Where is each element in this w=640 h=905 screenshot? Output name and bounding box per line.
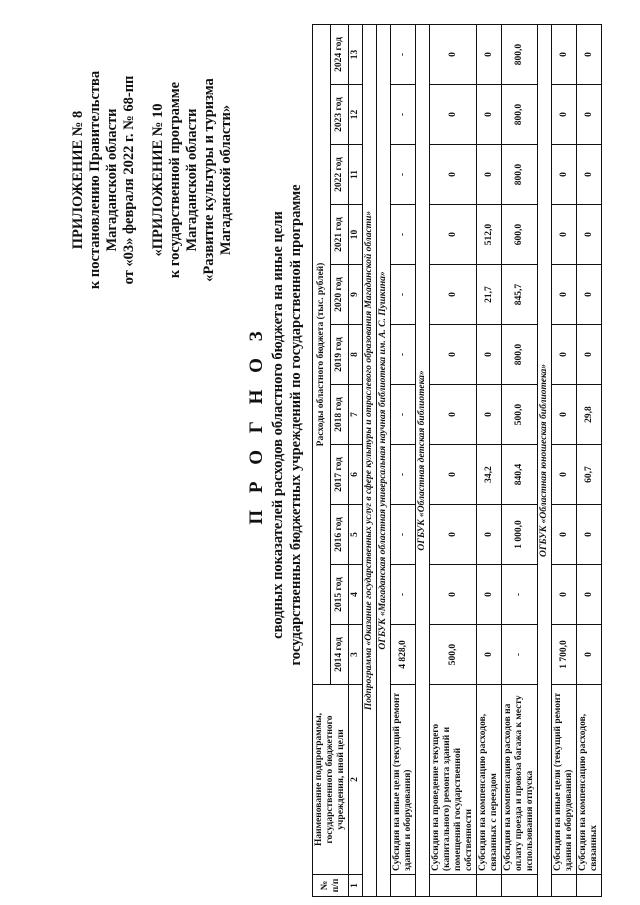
appendix-line: к постановлению Правительства <box>87 70 103 290</box>
value-cell: 21,7 <box>477 265 502 325</box>
appendix-header <box>70 45 235 315</box>
year-header: 2016 год <box>331 505 349 565</box>
value-cell: 0 <box>477 85 502 145</box>
value-cell: 0 <box>552 385 577 445</box>
value-cell: 0 <box>477 565 502 625</box>
value-cell: - <box>391 24 416 84</box>
column-number: 12 <box>349 85 363 145</box>
value-cell: 1 700,0 <box>552 625 577 685</box>
title-line: государственных бюджетных учреждений по государственной программе <box>288 184 304 666</box>
value-cell: - <box>502 565 538 625</box>
value-cell: 0 <box>430 24 477 84</box>
value-cell: 0 <box>430 85 477 145</box>
row-name-cell: Субсидия на иные цели (текущий ремонт здания и оборудования) <box>552 685 577 875</box>
value-cell: 0 <box>577 505 602 565</box>
org-row <box>377 24 391 896</box>
header-row <box>313 24 331 896</box>
col-no-header: № п/п <box>313 875 349 897</box>
value-cell: 0 <box>552 265 577 325</box>
value-cell: - <box>391 205 416 265</box>
appendix-line: Магаданской области» <box>218 104 234 256</box>
value-cell: 0 <box>477 24 502 84</box>
table-row <box>477 24 502 896</box>
year-header: 2022 год <box>331 145 349 205</box>
document-title <box>245 145 305 705</box>
value-cell: 845,7 <box>502 265 538 325</box>
value-cell: - <box>391 325 416 385</box>
row-number-cell <box>391 875 416 897</box>
year-header: 2020 год <box>331 265 349 325</box>
row-number-cell <box>430 875 477 897</box>
value-cell: 512,0 <box>477 205 502 265</box>
value-cell: 0 <box>477 325 502 385</box>
value-cell: 0 <box>430 145 477 205</box>
value-cell: 0 <box>477 145 502 205</box>
row-name-cell: Субсидия на компенсацию расходов на оплату проезда и провоза багажа к месту использования отпуска <box>502 685 538 875</box>
subprogram-row <box>363 24 377 896</box>
value-cell: 500,0 <box>430 625 477 685</box>
col-group-header: Расходы областного бюджета (тыс. рублей) <box>313 24 331 684</box>
value-cell: 0 <box>552 205 577 265</box>
column-number: 4 <box>349 565 363 625</box>
value-cell: 0 <box>552 85 577 145</box>
value-cell: 0 <box>552 325 577 385</box>
value-cell: 0 <box>577 145 602 205</box>
title-heading: П Р О Г Н О З <box>246 325 267 525</box>
column-number-row <box>349 24 363 896</box>
org-row <box>416 24 430 896</box>
value-cell: 0 <box>552 145 577 205</box>
value-cell: 0 <box>552 565 577 625</box>
value-cell: - <box>391 265 416 325</box>
org-row <box>538 24 552 896</box>
value-cell: 0 <box>430 265 477 325</box>
column-number: 3 <box>349 625 363 685</box>
value-cell: 0 <box>577 85 602 145</box>
value-cell: 800,0 <box>502 85 538 145</box>
value-cell: 840,4 <box>502 445 538 505</box>
value-cell: 0 <box>430 505 477 565</box>
value-cell: - <box>391 445 416 505</box>
org-title: ОГБУК «Областная детская библиотека» <box>416 24 430 896</box>
title-line: сводных показателей расходов областного бюджета на иные цели <box>270 211 286 639</box>
value-cell: - <box>502 625 538 685</box>
row-name-cell: Субсидия на проведение текущего (капитального) ремонта зданий и помещений государственной собственности <box>430 685 477 875</box>
table-row <box>577 24 602 896</box>
value-cell: 34,2 <box>477 445 502 505</box>
appendix-line: Магаданской области <box>184 108 200 252</box>
column-number: 1 <box>349 875 363 897</box>
appendix-line: от «03» февраля 2022 г. № 68-пп <box>121 75 137 285</box>
table-row <box>430 24 477 896</box>
value-cell: 0 <box>552 445 577 505</box>
appendix-line: «ПРИЛОЖЕНИЕ № 10 <box>150 103 166 257</box>
value-cell: 0 <box>552 24 577 84</box>
value-cell: 29,8 <box>577 385 602 445</box>
column-number: 13 <box>349 24 363 84</box>
appendix-line: ПРИЛОЖЕНИЕ № 8 <box>70 110 86 250</box>
value-cell: - <box>391 145 416 205</box>
appendix-line: «Развитие культуры и туризма <box>201 78 217 282</box>
value-cell: 800,0 <box>502 145 538 205</box>
forecast-table <box>312 24 602 897</box>
value-cell: 0 <box>577 205 602 265</box>
row-number-cell <box>577 875 602 897</box>
year-header: 2014 год <box>331 625 349 685</box>
subprogram-title: Подпрограмма «Оказание государственных услуг в сфере культуры и отраслевого образования Магаданской области» <box>363 24 377 896</box>
value-cell: 0 <box>577 265 602 325</box>
year-header: 2021 год <box>331 205 349 265</box>
row-name-cell: Субсидия на компенсацию расходов, связанных с переездом <box>477 685 502 875</box>
value-cell: - <box>391 385 416 445</box>
appendix-line: к государственной программе <box>167 81 183 279</box>
value-cell: 4 828,0 <box>391 625 416 685</box>
org-title: ОГБУК «Магаданская областная универсальная научная библиотека им. А. С. Пушкина» <box>377 24 391 896</box>
value-cell: 0 <box>430 445 477 505</box>
table-body <box>363 24 602 896</box>
value-cell: 0 <box>477 505 502 565</box>
row-name-cell: Субсидия на иные цели (текущий ремонт здания и оборудования) <box>391 685 416 875</box>
value-cell: 800,0 <box>502 24 538 84</box>
row-number-cell <box>552 875 577 897</box>
row-name-cell: Субсидия на компенсацию расходов, связанных <box>577 685 602 875</box>
value-cell: 800,0 <box>502 325 538 385</box>
value-cell: 0 <box>552 505 577 565</box>
column-number: 5 <box>349 505 363 565</box>
column-number: 11 <box>349 145 363 205</box>
column-number: 9 <box>349 265 363 325</box>
value-cell: 0 <box>477 625 502 685</box>
table-row <box>502 24 538 896</box>
value-cell: 0 <box>430 385 477 445</box>
table-row <box>391 24 416 896</box>
year-header: 2019 год <box>331 325 349 385</box>
value-cell: 600,0 <box>502 205 538 265</box>
value-cell: 0 <box>477 385 502 445</box>
value-cell: - <box>391 85 416 145</box>
year-header: 2024 год <box>331 24 349 84</box>
value-cell: 0 <box>430 565 477 625</box>
value-cell: 1 000,0 <box>502 505 538 565</box>
value-cell: 0 <box>430 325 477 385</box>
row-number-cell <box>477 875 502 897</box>
column-number: 7 <box>349 385 363 445</box>
value-cell: 0 <box>577 565 602 625</box>
table-row <box>552 24 577 896</box>
column-number: 2 <box>349 685 363 875</box>
column-number: 8 <box>349 325 363 385</box>
value-cell: 0 <box>577 625 602 685</box>
col-name-header: Наименование подпрограммы, государственного бюджетного учреждения, иной цели <box>313 685 349 875</box>
column-number: 6 <box>349 445 363 505</box>
year-header: 2017 год <box>331 445 349 505</box>
value-cell: 500,0 <box>502 385 538 445</box>
year-header: 2015 год <box>331 565 349 625</box>
column-number: 10 <box>349 205 363 265</box>
value-cell: 0 <box>430 205 477 265</box>
appendix-line: Магаданской области <box>104 108 120 252</box>
year-header: 2018 год <box>331 385 349 445</box>
org-title: ОГБУК «Областная юношеская библиотека» <box>538 24 552 896</box>
value-cell: 60,7 <box>577 445 602 505</box>
value-cell: - <box>391 565 416 625</box>
row-number-cell <box>502 875 538 897</box>
value-cell: - <box>391 505 416 565</box>
year-header: 2023 год <box>331 85 349 145</box>
value-cell: 0 <box>577 325 602 385</box>
value-cell: 0 <box>577 24 602 84</box>
